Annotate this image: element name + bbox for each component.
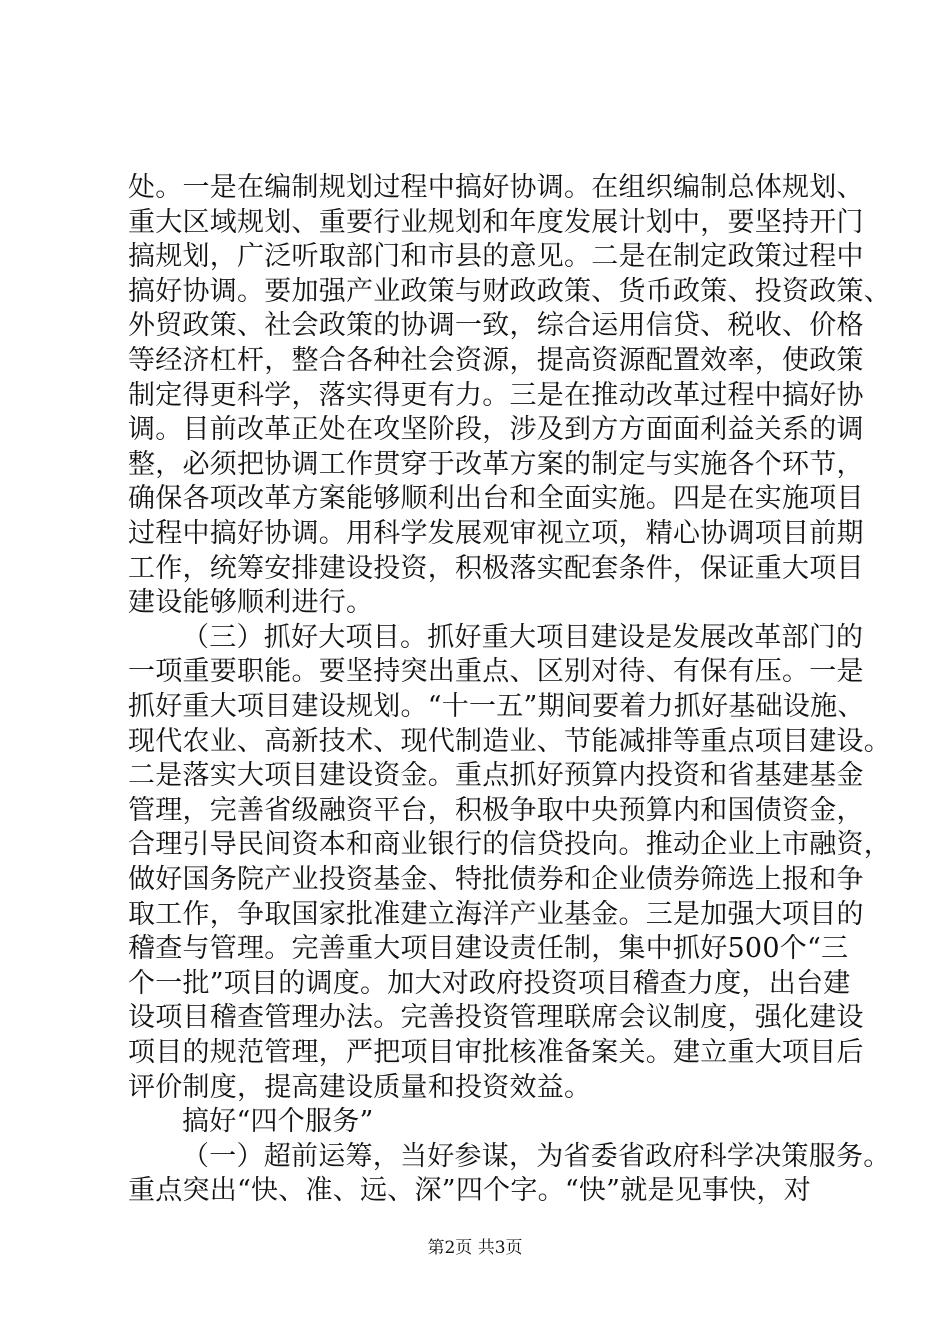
text-line: 评价制度，提高建设质量和投资效益。	[128, 1072, 592, 1103]
text-line: 重点突出“快、准、远、深”四个字。“快”就是见事快，对	[128, 1175, 811, 1206]
text-line: 确保各项改革方案能够顺利出台和全面实施。四是在实施项目	[128, 483, 864, 514]
text-line: 整，必须把协调工作贯穿于改革方案的制定与实施各个环节，	[128, 449, 864, 480]
text-line: 制定得更科学，落实得更有力。三是在推动改革过程中搞好协	[128, 380, 864, 411]
text-line: 重大区域规划、重要行业规划和年度发展计划中，要坚持开门	[128, 207, 864, 238]
text-line: 取工作，争取国家批准建立海洋产业基金。三是加强大项目的	[128, 899, 864, 930]
text-line: 建设能够顺利进行。	[128, 587, 374, 618]
text-line: 搞规划，广泛听取部门和市县的意见。二是在制定政策过程中	[128, 241, 864, 272]
text-line: 过程中搞好协调。用科学发展观审视立项，精心协调项目前期	[128, 518, 864, 549]
text-line: 二是落实大项目建设资金。重点抓好预算内投资和省基建基金	[128, 760, 864, 791]
text-line: 项目的规范管理，严把项目审批核准备案关。建立重大项目后	[128, 1037, 864, 1068]
text-line: 外贸政策、社会政策的协调一致，综合运用信贷、税收、价格	[128, 310, 864, 341]
paragraph-first-line: （三）抓好大项目。抓好重大项目建设是发展改革部门的	[182, 622, 864, 653]
text-line: 处。一是在编制规划过程中搞好协调。在组织编制总体规划、	[128, 172, 864, 203]
text-line: 做好国务院产业投资基金、特批债券和企业债券筛选上报和争	[128, 864, 864, 895]
paragraph-first-line: （一）超前运筹，当好参谋，为省委省政府科学决策服务。	[182, 1141, 891, 1172]
text-line: 现代农业、高新技术、现代制造业、节能减排等重点项目建设。	[128, 726, 891, 757]
text-line: 等经济杠杆，整合各种社会资源，提高资源配置效率，使政策	[128, 345, 864, 376]
text-line: 一项重要职能。要坚持突出重点、区别对待、有保有压。一是	[128, 656, 864, 687]
text-line: 合理引导民间资本和商业银行的信贷投向。推动企业上市融资，	[128, 829, 891, 860]
text-line: 工作，统筹安排建设投资，积极落实配套条件，保证重大项目	[128, 553, 864, 584]
text-line: 搞好协调。要加强产业政策与财政政策、货币政策、投资政策、	[128, 276, 891, 307]
text-line: 稽查与管理。完善重大项目建设责任制，集中抓好500个“三	[128, 933, 849, 964]
text-line: 个一批”项目的调度。加大对政府投资项目稽查力度，出台建	[128, 968, 851, 999]
page-footer: 第2页 共3页	[427, 1238, 523, 1258]
text-line: 调。目前改革正处在攻坚阶段，涉及到方方面面利益关系的调	[128, 414, 864, 445]
section-heading: 搞好“四个服务”	[182, 1106, 374, 1137]
text-line: 管理，完善省级融资平台，积极争取中央预算内和国债资金，	[128, 795, 864, 826]
text-line: 抓好重大项目建设规划。“十一五”期间要着力抓好基础设施、	[128, 691, 865, 722]
text-line: 设项目稽查管理办法。完善投资管理联席会议制度，强化建设	[128, 1002, 864, 1033]
